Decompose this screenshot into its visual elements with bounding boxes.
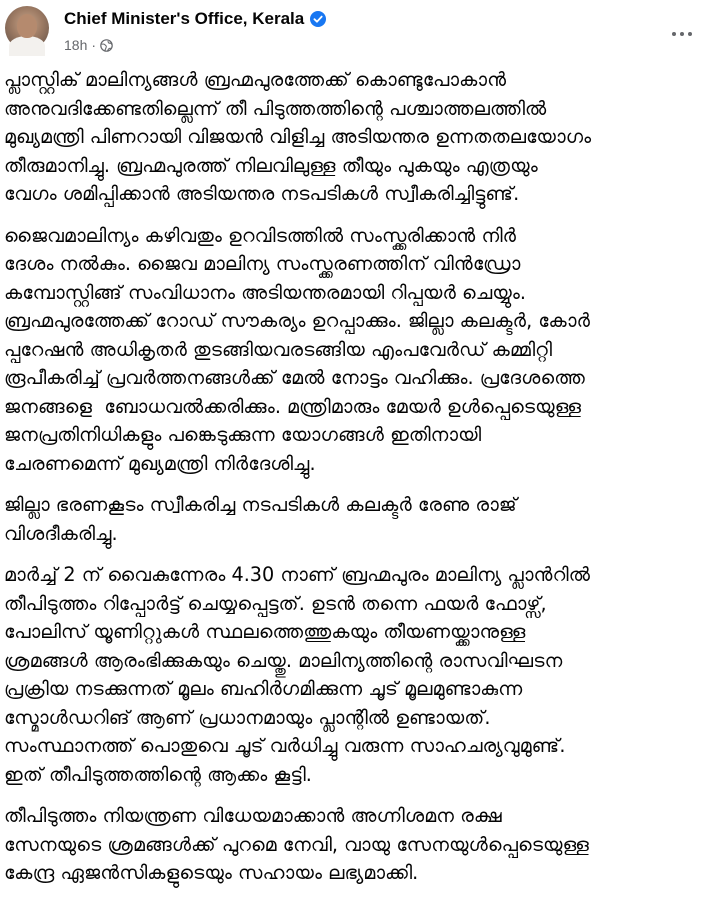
post-header	[0, 0, 716, 62]
post-paragraph: ജില്ലാ ഭരണകൂടം സ്വീകരിച്ച നടപടികള്‍ കലക്ടര്‍ രേണു രാജ് വിശദീകരിച്ചു.	[4, 493, 517, 545]
avatar-shirt	[9, 36, 45, 56]
globe-icon[interactable]	[100, 39, 113, 52]
verified-badge-icon	[310, 11, 326, 27]
post-paragraph: പ്ലാസ്റ്റിക് മാലിന്യങ്ങള്‍ ബ്രഹ്മപുരത്തേക്ക് കൊണ്ടുപോകാന്‍ അനുവദിക്കേണ്ടതില്ലെന്ന് തീ പിടുത്തത്തിന്റെ പശ്ചാത്തലത്തില്‍ മുഖ്യമന്ത്രി പിണറായി വിജയന്‍ വിളിച്ച അടിയന്തര ഉന്നതതലയോഗം തീരുമാനിച്ചു. ബ്രഹ്മപുരത്ത് നിലവിലുള്ള തീയും പുകയും എത്രയും വേഗം ശമിപ്പിക്കാന്‍ അടിയന്തര നടപടികള്‍ സ്വീകരിച്ചിട്ടുണ്ട്.	[4, 68, 592, 205]
avatar-face	[17, 14, 37, 38]
meta-separator: ·	[91, 37, 97, 53]
more-options-icon[interactable]	[664, 16, 700, 52]
post-body	[4, 66, 710, 901]
post-paragraph: തീപിടുത്തം നിയന്ത്രണ വിധേയമാക്കാന്‍ അഗ്നിശമന രക്ഷ സേനയുടെ ശ്രമങ്ങള്‍ക്ക് പുറമെ നേവി, വായു സേനയുള്‍പ്പെടെയുള്ള കേന്ദ്ര ഏജന്‍സികളുടെയും സഹായം ലഭ്യമാക്കി.	[4, 804, 590, 884]
author-name[interactable]: Chief Minister's Office, Kerala	[64, 9, 305, 28]
author-avatar[interactable]	[5, 6, 49, 50]
post-paragraph: മാര്‍ച്ച് 2 ന് വൈകുന്നേരം 4.30 നാണ് ബ്രഹ്മപുരം മാലിന്യ പ്ലാന്‍റില്‍ തീപിടുത്തം റിപ്പോര്‍ട്ട് ചെയ്യപ്പെട്ടത്. ഉടന്‍ തന്നെ ഫയര്‍ ഫോഴ്സ്, പോലിസ് യൂണിറ്റുകള്‍ സ്ഥലത്തെത്തുകയും തീയണയ്ക്കാനുള്ള ശ്രമങ്ങള്‍ ആരംഭിക്കുകയും ചെയ്തു. മാലിന്യത്തിന്റെ രാസവിഘടന പ്രക്രിയ നടക്കുന്നത് മൂലം ബഹിര്‍ഗമിക്കുന്ന ചൂട് മൂലമുണ്ടാകുന്ന സ്മോള്‍ഡറിങ് ആണ് പ്രധാനമായും പ്ലാന്റില്‍ ഉണ്ടായത്. സംസ്ഥാനത്ത് പൊതുവെ ചൂട് വര്‍ധിച്ചു വരുന്ന സാഹചര്യവുമുണ്ട്. ഇത് തീപിടുത്തത്തിന്റെ ആക്കം കൂട്ടി.	[4, 563, 591, 786]
post-timestamp[interactable]: 18h	[64, 37, 88, 53]
post-paragraph: ജൈവമാലിന്യം കഴിവതും ഉറവിടത്തില്‍ സംസ്ക്കരിക്കാന്‍ നിര്‍ ദേശം നല്‍കും. ജൈവ മാലിന്യ സംസ്ക്കരണത്തിന് വിന്‍ഡ്രോ കമ്പോസ്റ്റിങ്ങ് സംവിധാനം അടിയന്തരമായി റിപ്പയര്‍ ചെയ്യും. ബ്രഹ്മപുരത്തേക്ക് റോഡ് സൗകര്യം ഉറപ്പാക്കും. ജില്ലാ കലക്ടര്‍, കോര്‍ പ്പറേഷന്‍ അധികൃതര്‍ തുടങ്ങിയവരടങ്ങിയ എംപവേര്‍ഡ് കമ്മിറ്റി രൂപീകരിച്ച് പ്രവര്‍ത്തനങ്ങള്‍ക്ക് മേല്‍ നോട്ടം വഹിക്കും. പ്രദേശത്തെ ജനങ്ങളെ ബോധവല്‍ക്കരിക്കും. മന്ത്രിമാരും മേയര്‍ ഉള്‍പ്പെടെയുള്ള ജനപ്രതിനിധികളും പങ്കെടുക്കുന്ന യോഗങ്ങള്‍ ഇതിനായി ചേരണമെന്ന് മുഖ്യമന്ത്രി നിര്‍ദേശിച്ചു.	[4, 223, 591, 475]
post-meta	[64, 37, 113, 53]
author-row	[64, 9, 326, 29]
